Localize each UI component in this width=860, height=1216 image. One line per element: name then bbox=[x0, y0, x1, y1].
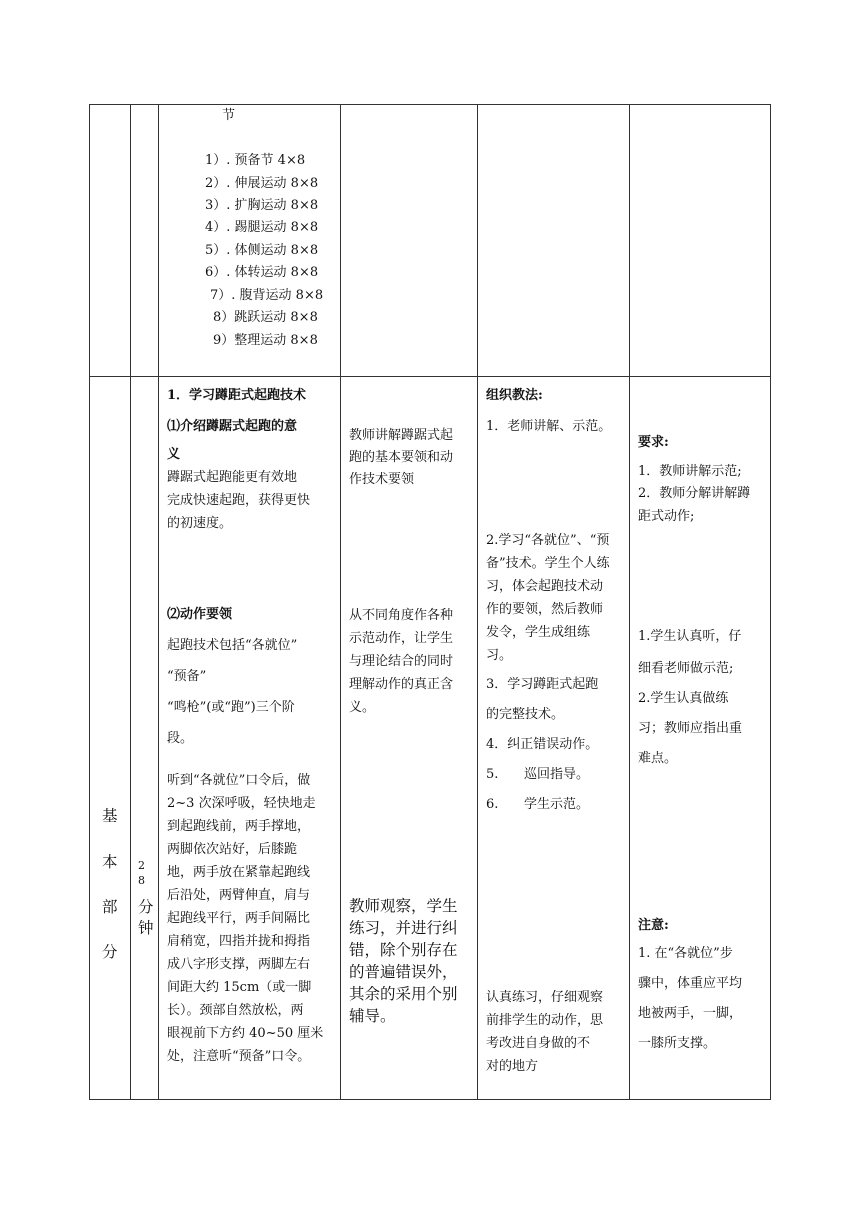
detail-line: 到起跑线前，两手撑地， bbox=[167, 819, 311, 834]
organization-line: 2.学习“各就位”、“预 bbox=[486, 533, 610, 548]
meaning-text: 蹲踞式起跑能更有效地 bbox=[167, 470, 298, 485]
organization-line: 发令，学生成组练 bbox=[486, 625, 591, 640]
section-label-char: 分 bbox=[102, 943, 118, 961]
teacher-line: 示范动作，让学生 bbox=[349, 631, 454, 646]
table-border-top bbox=[89, 104, 771, 105]
student-line: 习；教师应指出重 bbox=[638, 721, 743, 736]
detail-line: 成八字形支撑，两脚左右 bbox=[167, 957, 311, 972]
practice-line: 前排学生的动作，思 bbox=[486, 1013, 604, 1028]
teacher-line: 义。 bbox=[349, 700, 376, 715]
teacher-line: 辅导。 bbox=[349, 1007, 396, 1025]
organization-item-number: 5. bbox=[486, 767, 499, 782]
requirement-line: 2．教师分解讲解蹲 bbox=[638, 486, 751, 501]
detail-line: 长）。颈部自然放松，两 bbox=[167, 1003, 304, 1018]
exercise-item: 1）. 预备节 4×8 bbox=[205, 153, 306, 168]
exercise-item: 9）整理运动 8×8 bbox=[213, 333, 318, 348]
organization-line: 习，体会起跑技术动 bbox=[486, 579, 604, 594]
requirements-title: 要求: bbox=[638, 435, 669, 450]
detail-line: 眼视前下方约 40~50 厘米 bbox=[167, 1026, 324, 1041]
exercise-continuation: 节 bbox=[222, 108, 236, 123]
phase-text: 起跑技术包括“各就位” bbox=[167, 638, 298, 653]
organization-item: 4．纠正错误动作。 bbox=[486, 737, 599, 752]
teacher-line: 教师观察，学生 bbox=[349, 897, 458, 915]
teacher-line: 从不同角度作各种 bbox=[349, 608, 454, 623]
teacher-line: 其余的采用个别 bbox=[349, 985, 458, 1003]
exercise-item: 8）跳跃运动 8×8 bbox=[213, 310, 318, 325]
organization-line: 习。 bbox=[486, 648, 513, 663]
teacher-line: 跑的基本要领和动 bbox=[349, 450, 454, 465]
organization-title: 组织教法: bbox=[486, 388, 543, 403]
duration-unit: 钟 bbox=[138, 919, 154, 937]
note-title: 注意: bbox=[638, 918, 669, 933]
phase-text: 段。 bbox=[167, 731, 194, 746]
detail-line: 听到“各就位”口令后，做 bbox=[167, 773, 311, 788]
organization-line: 3．学习蹲距式起跑 bbox=[486, 677, 599, 692]
note-line: 骤中，体重应平均 bbox=[638, 976, 743, 991]
organization-item: 学生示范。 bbox=[524, 797, 590, 812]
detail-line: 地，两手放在紧靠起跑线 bbox=[167, 865, 311, 880]
organization-line: 的完整技术。 bbox=[486, 707, 565, 722]
table-divider-4 bbox=[477, 104, 478, 1100]
duration-number: 28 bbox=[138, 859, 145, 887]
teacher-line: 理解动作的真正含 bbox=[349, 677, 454, 692]
exercise-item: 3）. 扩胸运动 8×8 bbox=[205, 198, 319, 213]
teacher-line: 练习，并进行纠 bbox=[349, 919, 458, 937]
section-label-char: 本 bbox=[102, 853, 118, 871]
requirement-line: 1．教师讲解示范; bbox=[638, 464, 742, 479]
meaning-text: 的初速度。 bbox=[167, 516, 233, 531]
organization-line: 备”技术。学生个人练 bbox=[486, 556, 610, 571]
student-line: 2.学生认真做练 bbox=[638, 691, 729, 706]
phase-text: “鸣枪”(或“跑”)三个阶 bbox=[167, 700, 295, 715]
phase-text: “预备” bbox=[167, 669, 207, 684]
exercise-item: 5）. 体侧运动 8×8 bbox=[205, 243, 319, 258]
meaning-text: 完成快速起跑，获得更快 bbox=[167, 493, 311, 508]
practice-line: 认真练习，仔细观察 bbox=[486, 990, 604, 1005]
note-line: 地被两手，一脚， bbox=[638, 1006, 743, 1021]
detail-line: 起跑线平行，两手间隔比 bbox=[167, 911, 311, 926]
exercise-item: 2）. 伸展运动 8×8 bbox=[205, 176, 319, 191]
table-divider-1 bbox=[130, 104, 131, 1100]
exercise-item: 4）. 踢腿运动 8×8 bbox=[205, 220, 319, 235]
teacher-line: 错，除个别存在 bbox=[349, 941, 458, 959]
duration-unit: 分 bbox=[138, 898, 154, 916]
student-line: 1.学生认真听，仔 bbox=[638, 629, 742, 644]
table-divider-3 bbox=[340, 104, 341, 1100]
detail-line: 后沿处，两臂伸直，肩与 bbox=[167, 888, 311, 903]
exercise-item: 6）. 体转运动 8×8 bbox=[205, 265, 319, 280]
organization-item: 巡回指导。 bbox=[524, 767, 590, 782]
table-divider-2 bbox=[158, 104, 159, 1100]
section-label-char: 基 bbox=[102, 807, 118, 825]
organization-item: 1．老师讲解、示范。 bbox=[486, 419, 612, 434]
teacher-line: 教师讲解蹲踞式起 bbox=[349, 428, 454, 443]
student-line: 难点。 bbox=[638, 751, 678, 766]
practice-line: 考改进自身做的不 bbox=[486, 1036, 591, 1051]
detail-line: 间距大约 15cm（或一脚 bbox=[167, 980, 312, 995]
table-border-right bbox=[770, 104, 771, 1100]
detail-line: 肩稍宽，四指并拢和拇指 bbox=[167, 934, 311, 949]
meaning-subheading: ⑴介绍蹲踞式起跑的意 bbox=[167, 419, 298, 434]
note-line: 1. 在“各就位”步 bbox=[638, 946, 733, 961]
table-border-bottom bbox=[89, 1099, 771, 1100]
requirement-line: 距式动作; bbox=[638, 509, 695, 524]
content-heading: 1．学习蹲距式起跑技术 bbox=[167, 388, 307, 403]
table-border-left bbox=[89, 104, 90, 1100]
table-divider-5 bbox=[629, 104, 630, 1100]
teacher-line: 与理论结合的同时 bbox=[349, 654, 454, 669]
section-label-char: 部 bbox=[102, 898, 118, 916]
detail-line: 处，注意听“预备”口令。 bbox=[167, 1049, 311, 1064]
student-line: 细看老师做示范; bbox=[638, 661, 734, 676]
teacher-line: 作技术要领 bbox=[349, 472, 415, 487]
practice-line: 对的地方 bbox=[486, 1059, 539, 1074]
exercise-item: 7）. 腹背运动 8×8 bbox=[210, 288, 324, 303]
note-line: 一膝所支撑。 bbox=[638, 1036, 717, 1051]
organization-item-number: 6. bbox=[486, 797, 499, 812]
technique-subheading: ⑵动作要领 bbox=[167, 607, 233, 622]
table-row-divider bbox=[89, 376, 771, 377]
meaning-subheading: 义 bbox=[167, 447, 181, 462]
teacher-line: 的普遍错误外， bbox=[349, 963, 458, 981]
organization-line: 作的要领，然后教师 bbox=[486, 602, 604, 617]
detail-line: 2~3 次深呼吸，轻快地走 bbox=[167, 796, 316, 811]
detail-line: 两脚依次站好，后膝跪 bbox=[167, 842, 298, 857]
